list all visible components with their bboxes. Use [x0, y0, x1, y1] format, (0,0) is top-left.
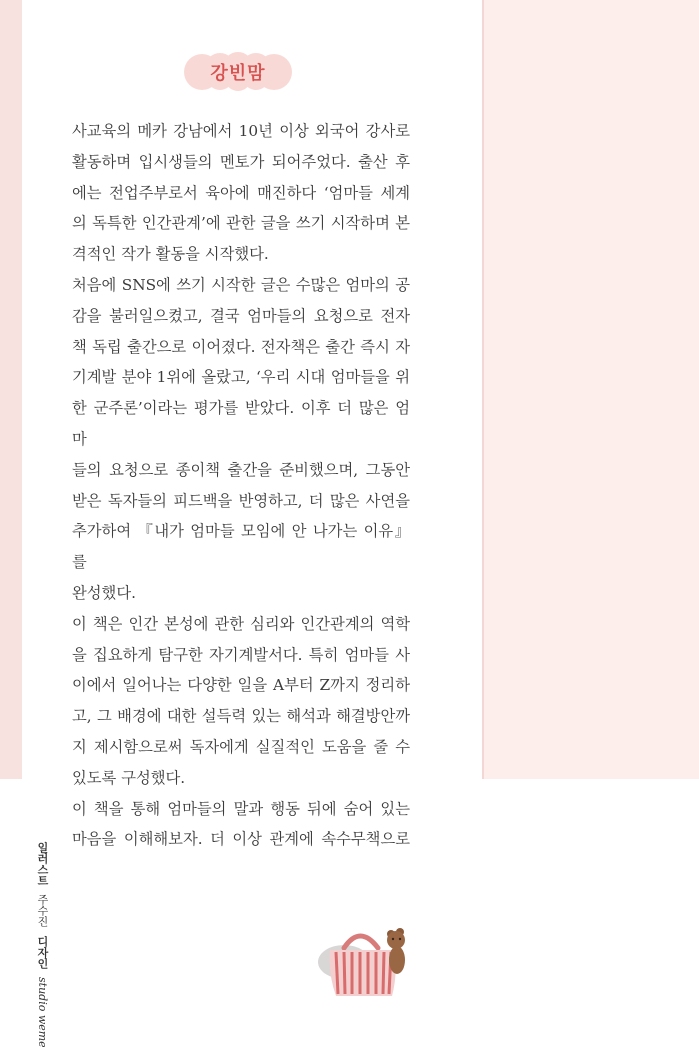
design-label: 디자인 [36, 936, 49, 969]
biography-line: 기계발 분야 1위에 올랐고, ‘우리 시대 엄마들을 위 [72, 362, 410, 393]
biography-line: 감을 불러일으켰고, 결국 엄마들의 요청으로 전자 [72, 301, 410, 332]
biography-line: 처음에 SNS에 쓰기 시작한 글은 수많은 엄마의 공 [72, 270, 410, 301]
biography-line: 들의 요청으로 종이책 출간을 준비했으며, 그동안 [72, 455, 410, 486]
striped-bag-with-bear-illustration [316, 926, 412, 1000]
biography-line: 마음을 이해해보자. 더 이상 관계에 속수무책으로 [72, 824, 410, 855]
biography-line: 추가하여 『내가 엄마들 모임에 안 나가는 이유』를 [72, 516, 410, 578]
biography-line: 책 독립 출간으로 이어졌다. 전자책은 출간 즉시 자 [72, 332, 410, 363]
biography-line: 에는 전업주부로서 육아에 매진하다 ‘엄마들 세계 [72, 178, 410, 209]
biography-line: 격적인 작가 활동을 시작했다. [72, 239, 410, 270]
biography-line: 을 집요하게 탐구한 자기계발서다. 특히 엄마들 사 [72, 640, 410, 671]
illustrator-name: 주수진 [36, 894, 49, 927]
biography-line: 이 책은 인간 본성에 관한 심리와 인간관계의 역학 [72, 609, 410, 640]
biography-line: 사교육의 메카 강남에서 10년 이상 외국어 강사로 [72, 116, 410, 147]
right-pink-panel [484, 0, 699, 779]
biography-line: 지 제시함으로써 독자에게 실질적인 도움을 줄 수 [72, 732, 410, 763]
biography-line: 한 군주론’이라는 평가를 받았다. 이후 더 많은 엄마 [72, 393, 410, 455]
biography-line: 완성했다. [72, 578, 410, 609]
illustration-design-credit [34, 842, 50, 1047]
author-biography [72, 116, 410, 855]
biography-line: 활동하며 입시생들의 멘토가 되어주었다. 출산 후 [72, 147, 410, 178]
biography-line: 받은 독자들의 피드백을 반영하고, 더 많은 사연을 [72, 486, 410, 517]
illustrator-label: 일러스트 [36, 842, 49, 886]
author-name: 강빈맘 [182, 52, 294, 92]
biography-line: 의 독특한 인간관계’에 관한 글을 쓰기 시작하며 본 [72, 208, 410, 239]
design-studio-name: studio weme [36, 977, 49, 1047]
biography-line: 있도록 구성했다. [72, 763, 410, 794]
biography-line: 이에서 일어나는 다양한 일을 A부터 Z까지 정리하 [72, 670, 410, 701]
biography-line: 고, 그 배경에 대한 설득력 있는 해석과 해결방안까 [72, 701, 410, 732]
biography-line: 이 책을 통해 엄마들의 말과 행동 뒤에 숨어 있는 [72, 794, 410, 825]
left-decorative-stripe [0, 0, 22, 779]
author-name-badge [182, 52, 294, 92]
